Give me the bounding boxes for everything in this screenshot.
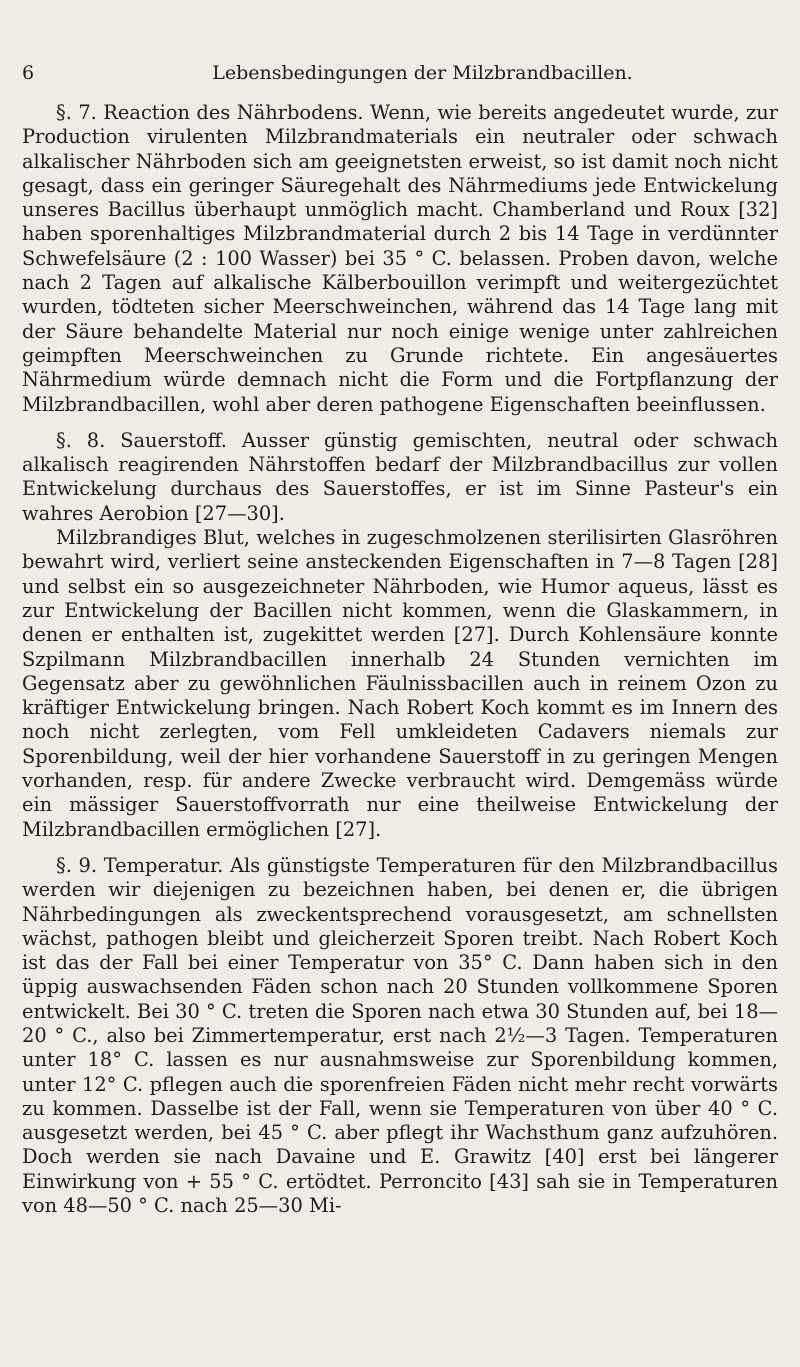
body-text: [22, 101, 778, 1218]
running-title: Lebensbedingungen der Milzbrandbacillen.: [212, 62, 633, 84]
page-number: 6: [22, 62, 35, 84]
paragraph-milzbrandiges-blut: Milzbrandiges Blut, welches in zugeschmolzenen sterilisirten Glasröhren bewahrt wird, verliert seine ansteckenden Eigenschaften in 7—8 Tagen [28] und selbst ein so ausgezeichneter Nährboden, wie Humor aqueus, lässt es zur Entwickelung der Bacillen nicht kommen, wenn die Glaskammern, in denen er enthalten ist, zugekittet werden [27]. Durch Kohlensäure konnte Szpilmann Milzbrandbacillen innerhalb 24 Stunden vernichten im Gegensatz aber zu gewöhnlichen Fäulnissbacillen auch in reinem Ozon zu kräftiger Entwickelung bringen. Nach Robert Koch kommt es im Innern des noch nicht zerlegten, vom Fell umkleideten Cadavers niemals zur Sporenbildung, weil der hier vorhandene Sauerstoff in zu geringen Mengen vorhanden, resp. für andere Zwecke verbraucht wird. Demgemäss würde ein mässiger Sauerstoffvorrath nur eine theilweise Entwickelung der Milzbrandbacillen ermöglichen [27].: [22, 526, 778, 841]
paragraph-section-7: §. 7. Reaction des Nährbodens. Wenn, wie bereits angedeutet wurde, zur Production virulenten Milzbrandmaterials ein neutraler oder schwach alkalischer Nährboden sich am geeignetsten erweist, so ist damit noch nicht gesagt, dass ein geringer Säuregehalt des Nährmediums jede Entwickelung unseres Bacillus überhaupt unmöglich macht. Chamberland und Roux [32] haben sporenhaltiges Milzbrandmaterial durch 2 bis 14 Tage in verdünnter Schwefelsäure (2 : 100 Wasser) bei 35 ° C. belassen. Proben davon, welche nach 2 Tagen auf alkalische Kälberbouillon verimpft und weitergezüchtet wurden, tödteten sicher Meerschweinchen, während das 14 Tage lang mit der Säure behandelte Material nur noch einige wenige unter zahlreichen geimpften Meerschweinchen zu Grunde richtete. Ein angesäuertes Nährmedium würde demnach nicht die Form und die Fortpflanzung der Milzbrandbacillen, wohl aber deren pathogene Eigenschaften beeinflussen.: [22, 101, 778, 416]
paragraph-section-8: §. 8. Sauerstoff. Ausser günstig gemischten, neutral oder schwach alkalisch reagirenden Nährstoffen bedarf der Milzbrandbacillus zur vollen Entwickelung durchaus des Sauerstoffes, er ist im Sinne Pasteur's ein wahres Aerobion [27—30].: [22, 428, 778, 525]
running-head: [22, 62, 778, 92]
paragraph-section-9: §. 9. Temperatur. Als günstigste Temperaturen für den Milzbrandbacillus werden wir diejenigen zu bezeichnen haben, bei denen er, die übrigen Nährbedingungen als zweckentsprechend vorausgesetzt, am schnellsten wächst, pathogen bleibt und gleicherzeit Sporen treibt. Nach Robert Koch ist das der Fall bei einer Temperatur von 35° C. Dann haben sich in den üppig auswachsenden Fäden schon nach 20 Stunden vollkommene Sporen entwickelt. Bei 30 ° C. treten die Sporen nach etwa 30 Stunden auf, bei 18—20 ° C., also bei Zimmertemperatur, erst nach 2½—3 Tagen. Temperaturen unter 18° C. lassen es nur ausnahmsweise zur Sporenbildung kommen, unter 12° C. pflegen auch die sporenfreien Fäden nicht mehr recht vorwärts zu kommen. Dasselbe ist der Fall, wenn sie Temperaturen von über 40 ° C. ausgesetzt werden, bei 45 ° C. aber pflegt ihr Wachsthum ganz aufzuhören. Doch werden sie nach Davaine und E. Grawitz [40] erst bei längerer Einwirkung von + 55 ° C. ertödtet. Perroncito [43] sah sie in Temperaturen von 48—50 ° C. nach 25—30 Mi-: [22, 853, 778, 1218]
